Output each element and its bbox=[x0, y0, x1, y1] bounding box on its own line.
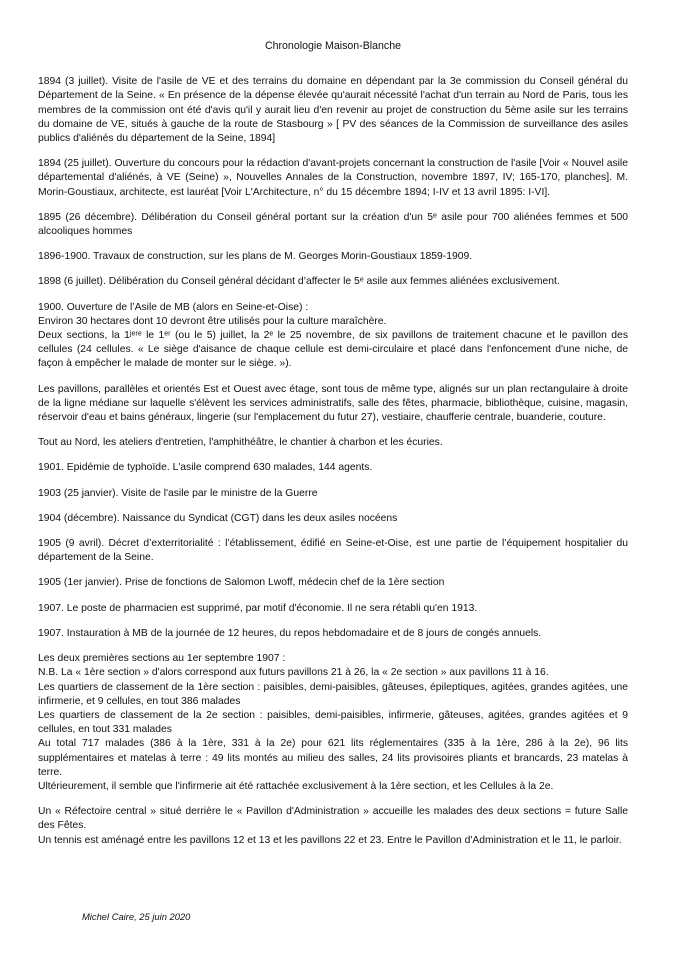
entry-text-line: Les quartiers de classement de la 2e section : paisibles, demi-paisibles, infirmerie, gâteuses, agitées, grandes agitées et 9 cellules, en tout 331 malades bbox=[38, 709, 628, 736]
chronology-entry bbox=[38, 461, 628, 475]
entry-text-line: Les quartiers de classement de la 1ère section : paisibles, demi-paisibles, gâteuses, épileptiques, agitées, grandes agitées, une infirmerie, et 9 cellules, en tout 386 malades bbox=[38, 681, 628, 707]
chronology-entry bbox=[38, 537, 628, 565]
entry-text-line: 1894 (25 juillet). Ouverture du concours pour la rédaction d'avant-projets concernant la construction de l'asile [Voir « Nouvel asile départemental d'aliénés, à VE (Seine) », Nouvelles Annales de la Construction, novembre 1897, IV; 165-170, planches]. M. Morin-Goustiaux, architecte, est lauréat [Voir L'Architecture, n° du 15 décembre 1894; I-IV et 13 avril 1895: I-VI]. bbox=[38, 158, 628, 198]
chronology-entry bbox=[38, 627, 628, 641]
entry-text-line: 1905 (1er janvier). Prise de fonctions de Salomon Lwoff, médecin chef de la 1ère section bbox=[38, 577, 445, 589]
entry-text-line: 1895 (26 décembre). Délibération du Conseil général portant sur la création d'un 5ᵉ asile pour 700 aliénées femmes et 500 alcooliques hommes bbox=[38, 211, 628, 238]
entry-text-line: 1896-1900. Travaux de construction, sur les plans de M. Georges Morin-Goustiaux 1859-1909. bbox=[38, 251, 473, 263]
entry-text-line: 1904 (décembre). Naissance du Syndicat (CGT) dans les deux asiles nocéens bbox=[38, 512, 398, 524]
author-date-footer: Michel Caire, 25 juin 2020 bbox=[82, 911, 191, 922]
entry-text-line: 1905 (9 avril). Décret d’exterritorialité : l’établissement, édifié en Seine-et-Oise, est une partie de l’équipement hospitalier du département de la Seine. bbox=[38, 538, 628, 564]
chronology-entry bbox=[38, 211, 628, 239]
chronology-entry bbox=[38, 602, 628, 616]
chronology-entry bbox=[38, 805, 628, 848]
entry-text-line: Ultérieurement, il semble que l'infirmerie ait été rattachée exclusivement à la 1ère section, et les Cellules à la 2e. bbox=[38, 780, 554, 792]
chronology-entry bbox=[38, 512, 628, 526]
chronology-entry bbox=[38, 75, 628, 146]
entry-text-line: 1894 (3 juillet). Visite de l'asile de VE et des terrains du domaine en dépendant par la 3e commission du Conseil général du Département de la Seine. « En présence de la dépense élevée qu'aurait nécessité l'achat d'un terrain au Nord de Paris, tous les membres de la commission ont été d'avis qu'il y aurait lieu d'en revenir au projet de construction du 5ème asile sur les terrains du domaine de VE, situés à gauche de la route de Stasbourg » [ PV des séances de la Commission de surveillance des asiles publics d'aliénés du département de la Seine, 1894] bbox=[38, 76, 628, 145]
entry-text-line: 1900. Ouverture de l’Asile de MB (alors en Seine-et-Oise) : bbox=[38, 301, 309, 313]
entry-text-line: Au total 717 malades (386 à la 1ère, 331 à la 2e) pour 621 lits réglementaires (335 à la 1ère, 286 à la 2e), 96 lits supplémentaires et matelas à terre : 49 lits montés au milieu des salles, 24 lits provisoires pliants et brancards, 23 matelas à terre. bbox=[38, 738, 628, 778]
entry-text-line: Tout au Nord, les ateliers d'entretien, l'amphithéâtre, le chantier à charbon et les écuries. bbox=[38, 437, 443, 449]
chronology-entry bbox=[38, 487, 628, 501]
entry-text-line: 1898 (6 juillet). Délibération du Conseil général décidant d’affecter le 5ᵉ asile aux femmes aliénées exclusivement. bbox=[38, 276, 560, 288]
entry-text-line: 1907. Instauration à MB de la journée de 12 heures, du repos hebdomadaire et de 8 jours de congés annuels. bbox=[38, 627, 542, 639]
chronology-entry bbox=[38, 250, 628, 264]
chronology-entry bbox=[38, 275, 628, 289]
entry-text-line: Un tennis est aménagé entre les pavillons 12 et 13 et les pavillons 22 et 23. Entre le Pavillon d'Administration et le 11, le parloir. bbox=[38, 834, 622, 846]
entry-text-line: Deux sections, la 1ʲᵉʳᵉ le 1ᵉʳ (ou le 5) juillet, la 2ᵉ le 25 novembre, de six pavillons de traitement chacune et le pavillon des cellules (24 cellules. « Le siège d'aisance de chaque cellule est demi-circulaire et placé dans l'enfoncement d'une niche, de façon à empêcher le malade de monter sur le siège. »). bbox=[38, 330, 628, 370]
chronology-entry bbox=[38, 301, 628, 372]
chronology-entry bbox=[38, 157, 628, 200]
entry-text-line: N.B. La « 1ère section » d'alors correspond aux futurs pavillons 21 à 26, la « 2e section » aux pavillons 11 à 16. bbox=[38, 667, 549, 679]
entry-text-line: Les pavillons, parallèles et orientés Est et Ouest avec étage, sont tous de même type, alignés sur un plan rectangulaire à droite de la ligne médiane sur laquelle s'élèvent les services administratifs, salle des fêtes, pharmacie, bibliothèque, cuisine, magasin, réservoir d'eau et bains généraux, lingerie (sur l'emplacement du futur 27), vestiaire, chaufferie centrale, buanderie, couture. bbox=[38, 383, 628, 424]
chronology-entry bbox=[38, 383, 628, 426]
entry-text-line: Un « Réfectoire central » situé derrière le « Pavillon d'Administration » accueille les malades des deux sections = future Salle des Fêtes. bbox=[38, 806, 628, 832]
entry-text-line: 1907. Le poste de pharmacien est supprimé, par motif d'économie. Il ne sera rétabli qu'en 1913. bbox=[38, 602, 478, 614]
entry-text-line: Environ 30 hectares dont 10 devront être utilisés pour la culture maraîchère. bbox=[38, 315, 387, 327]
entry-text-line: 1901. Epidémie de typhoïde. L'asile comprend 630 malades, 144 agents. bbox=[38, 462, 373, 474]
chronology-entry bbox=[38, 576, 628, 590]
chronology-entries bbox=[38, 75, 628, 848]
chronology-entry bbox=[38, 652, 628, 794]
entry-text-line: 1903 (25 janvier). Visite de l'asile par le ministre de la Guerre bbox=[38, 487, 318, 499]
entry-text-line: Les deux premières sections au 1er septembre 1907 : bbox=[38, 653, 286, 665]
chronology-entry bbox=[38, 436, 628, 450]
document-title: Chronologie Maison-Blanche bbox=[264, 40, 402, 52]
